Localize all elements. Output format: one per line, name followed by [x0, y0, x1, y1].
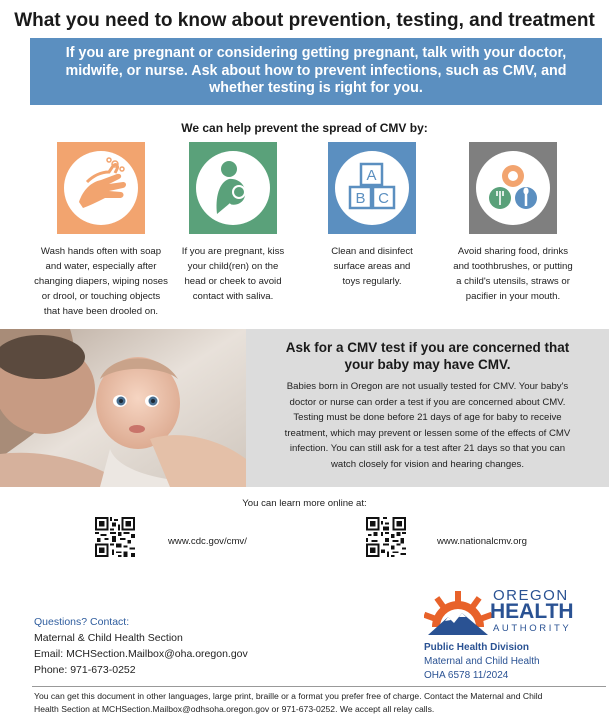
caption-line: a child's utensils, straws or — [456, 276, 570, 287]
caption-line: toys regularly. — [342, 276, 402, 287]
division-block — [424, 641, 540, 683]
caption-line: Wash hands often with soap — [40, 246, 162, 257]
caption-line: changing diapers, wiping noses — [34, 276, 168, 287]
svg-text:A: A — [366, 167, 377, 184]
caption-line: pacifier in your mouth. — [465, 291, 561, 302]
document-number: OHA 6578 11/2024 — [424, 670, 509, 681]
body-line: watch closely for vision and hearing changes. — [330, 458, 525, 470]
tip-caption — [302, 244, 442, 289]
prevention-heading: We can help prevent the spread of CMV by: — [181, 121, 428, 135]
caption-line: Clean and disinfect — [331, 246, 413, 257]
caption-line: your child(ren) on the — [187, 261, 279, 272]
division-name: Public Health Division — [424, 642, 530, 653]
pregnancy-advice-banner — [30, 38, 602, 105]
contact-block — [34, 614, 248, 678]
qr-code-nationalcmv[interactable] — [366, 517, 406, 557]
handwashing-icon — [57, 142, 145, 234]
abc-blocks-icon — [328, 142, 416, 234]
caption-line: contact with saliva. — [192, 291, 274, 302]
contact-line: Maternal & Child Health Section — [34, 632, 183, 644]
body-line: doctor or nurse can order a test if you are concerned about CMV. — [289, 396, 566, 408]
caption-line: or drool, or touching objects — [41, 291, 161, 302]
body-line: Babies born in Oregon are not usually tested for CMV. Your baby's — [286, 381, 569, 392]
page-title: What you need to know about prevention, testing, and treatment — [14, 10, 595, 31]
section-name: Maternal and Child Health — [424, 656, 540, 667]
body-line: treatment, which may prevent or lessen some of the effects of CMV — [284, 427, 571, 439]
link-cdc[interactable]: www.cdc.gov/cmv/ — [168, 536, 247, 547]
svg-text:B: B — [355, 190, 366, 207]
tip-handwashing — [31, 142, 171, 319]
tip-kiss-head — [163, 142, 303, 304]
qr-code-cdc[interactable] — [95, 517, 135, 557]
parent-and-baby-photo — [0, 329, 246, 487]
tip-clean-surfaces — [302, 142, 442, 289]
footer-line: You can get this document in other languages, large print, braille or a format you prefer free of charge. Contact the Maternal and Child — [34, 691, 543, 701]
body-line: infection. You can still ask for a test after 21 days so that you can — [289, 443, 566, 454]
cmv-test-heading — [246, 339, 609, 373]
tip-caption — [163, 244, 303, 304]
contact-email[interactable]: Email: MCHSection.Mailbox@oha.oregon.gov — [34, 648, 248, 660]
cmv-test-body — [266, 379, 589, 472]
caption-line: head or cheek to avoid — [184, 276, 282, 287]
body-line: Testing must be done before 21 days of age for baby to receive — [293, 412, 562, 423]
caption-line: and toothbrushes, or putting — [453, 261, 573, 272]
tip-no-sharing — [443, 142, 583, 304]
learn-more-text: You can learn more online at: — [242, 498, 367, 509]
heading-line: Ask for a CMV test if you are concerned that — [285, 340, 570, 355]
heading-line: your baby may have CMV. — [344, 357, 511, 372]
logo-line-oregon: OREGON — [493, 587, 569, 604]
tip-caption — [443, 244, 583, 304]
banner-line: If you are pregnant or considering getting pregnant, talk with your doctor, — [65, 45, 567, 61]
caption-line: If you are pregnant, kiss — [181, 246, 285, 257]
footer-line: Health Section at MCHSection.Mailbox@odhsoha.oregon.gov or 971-673-0252. We accept all relay calls. — [34, 703, 435, 714]
svg-text:C: C — [378, 190, 389, 207]
caption-line: surface areas and — [333, 261, 411, 272]
tip-caption — [31, 244, 171, 319]
caption-line: Avoid sharing food, drinks — [457, 246, 569, 257]
contact-heading: Questions? Contact: — [34, 616, 130, 628]
oha-logo — [424, 585, 604, 637]
footer-divider — [32, 686, 606, 687]
cmv-test-panel — [246, 329, 609, 487]
logo-line-authority: AUTHORITY — [493, 623, 572, 634]
logo-line-health: HEALTH — [490, 600, 574, 623]
oregon-sunrise-mountain-icon — [424, 585, 492, 637]
link-nationalcmv[interactable]: www.nationalcmv.org — [437, 536, 527, 547]
banner-line: whether testing is right for you. — [209, 80, 423, 96]
banner-line: midwife, or nurse. Ask about how to prevent infections, such as CMV, and — [65, 62, 567, 79]
contact-phone: Phone: 971-673-0252 — [34, 664, 136, 676]
no-sharing-utensils-icon — [469, 142, 557, 234]
parent-kissing-child-icon — [189, 142, 277, 234]
caption-line: and water, especially after — [45, 261, 157, 272]
caption-line: that have been drooled on. — [43, 306, 159, 317]
accessibility-footer — [34, 690, 604, 715]
